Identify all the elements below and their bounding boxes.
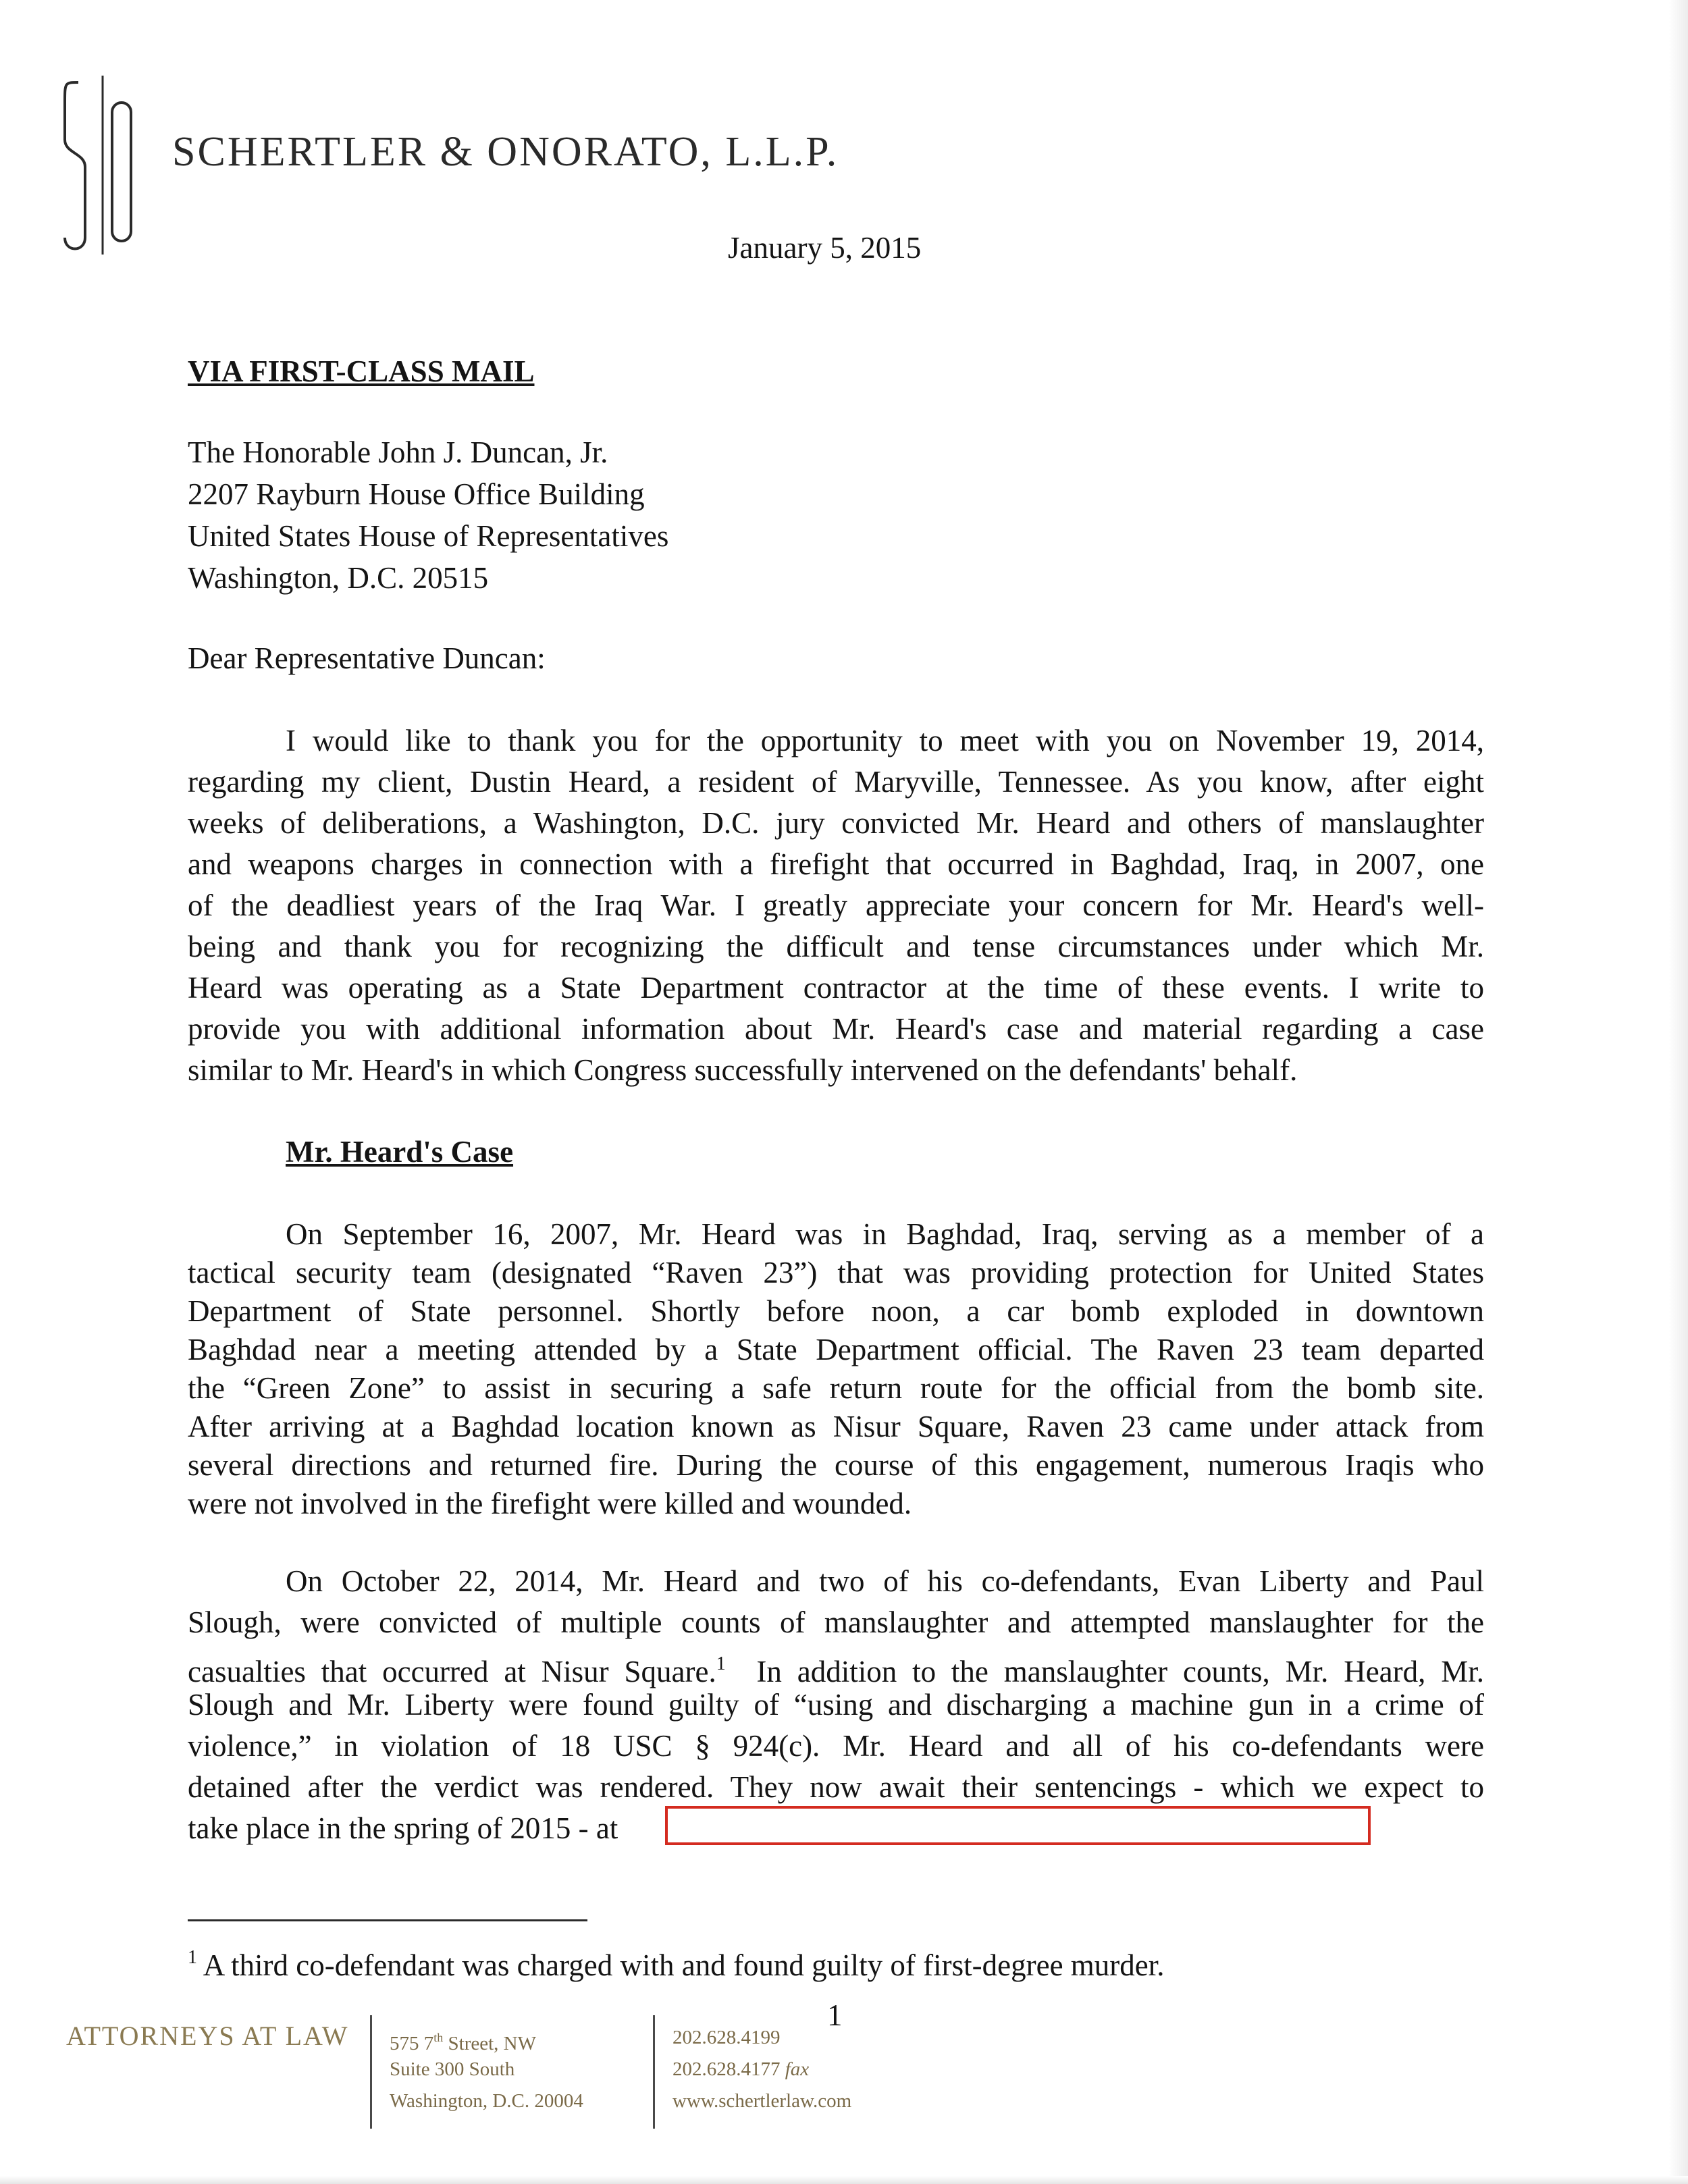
page-number: 1 [827, 1998, 843, 2032]
footer-suite: Suite 300 South [390, 2058, 515, 2080]
salutation: Dear Representative Duncan: [188, 641, 546, 675]
street-name: Street, NW [443, 2033, 536, 2054]
paragraph-line: weeks of deliberations, a Washington, D.C. jury convicted Mr. Heard and others of manslaughter [188, 806, 1484, 840]
paragraph-line: regarding my client, Dustin Heard, a resident of Maryville, Tennessee. As you know, after eight [188, 765, 1484, 799]
street-suffix: th [433, 2031, 444, 2044]
paragraph-line: On September 16, 2007, Mr. Heard was in Baghdad, Iraq, serving as a member of a [286, 1217, 1484, 1251]
delivery-method: VIA FIRST-CLASS MAIL [188, 354, 535, 388]
paragraph-line: Slough and Mr. Liberty were found guilty of “using and discharging a machine gun in a crime of [188, 1688, 1484, 1722]
paragraph-line: of the deadliest years of the Iraq War. I greatly appreciate your concern for Mr. Heard's well- [188, 888, 1484, 922]
paragraph-line: violence,” in violation of 18 USC § 924(c). Mr. Heard and all of his co-defendants were [188, 1729, 1484, 1763]
paragraph-line: Heard was operating as a State Department contractor at the time of these events. I write to [188, 971, 1484, 1005]
paragraph-line: Baghdad near a meeting attended by a State Department official. The Raven 23 team departed [188, 1333, 1484, 1366]
recipient-line: 2207 Rayburn House Office Building [188, 477, 645, 511]
line-text: In addition to the manslaughter counts, Mr. Heard, Mr. [725, 1655, 1484, 1688]
paragraph-line: being and thank you for recognizing the difficult and tense circumstances under which Mr. [188, 930, 1484, 963]
scan-bottom-shadow [0, 2176, 1688, 2184]
footer-divider [370, 2015, 372, 2129]
footer-website: www.schertlerlaw.com [672, 2090, 852, 2112]
paragraph-line: tactical security team (designated “Raven 23”) that was providing protection for United States [188, 1256, 1484, 1289]
recipient-line: United States House of Representatives [188, 519, 669, 553]
redaction-box [665, 1806, 1371, 1845]
paragraph-background [188, 1215, 1484, 1523]
footer-contact [672, 2022, 851, 2117]
footnote [188, 1938, 1165, 1986]
line-text: casualties that occurred at Nisur Square. [188, 1655, 716, 1688]
footer-fax [672, 2054, 851, 2085]
footer-phone: 202.628.4199 [672, 2027, 781, 2048]
recipient-line: The Honorable John J. Duncan, Jr. [188, 435, 608, 469]
paragraph-line: the “Green Zone” to assist in securing a safe return route for the official from the bomb site. [188, 1371, 1484, 1405]
section-heading: Mr. Heard's Case [286, 1135, 514, 1169]
street-number: 575 7 [390, 2033, 434, 2054]
paragraph-line: detained after the verdict was rendered. They now await their sentencings - which we expect to [188, 1770, 1484, 1804]
footnote-marker: 1 [188, 1947, 197, 1968]
scan-edge-shadow [1669, 0, 1688, 2184]
footer-tagline: ATTORNEYS AT LAW [66, 2021, 349, 2051]
footer-street [390, 2022, 583, 2054]
paragraph-intro [188, 720, 1484, 1091]
paragraph-line: Department of State personnel. Shortly before noon, a car bomb exploded in downtown [188, 1294, 1484, 1328]
recipient-address [188, 432, 668, 600]
paragraph-line: On October 22, 2014, Mr. Heard and two of his co-defendants, Evan Liberty and Paul [286, 1564, 1484, 1598]
firm-name: SCHERTLER & ONORATO, L.L.P. [172, 129, 839, 175]
footnote-divider [188, 1919, 587, 1921]
paragraph-line: I would like to thank you for the opportunity to meet with you on November 19, 2014, [286, 724, 1484, 757]
paragraph-line: were not involved in the firefight were killed and wounded. [188, 1487, 912, 1520]
footer-city: Washington, D.C. 20004 [390, 2090, 583, 2112]
footnote-text: A third co-defendant was charged with and found guilty of first-degree murder. [197, 1948, 1165, 1982]
paragraph-line: and weapons charges in connection with a firefight that occurred in Baghdad, Iraq, in 2007, one [188, 847, 1484, 881]
paragraph-line [188, 1643, 1484, 1688]
paragraph-line: several directions and returned fire. During the course of this engagement, numerous Iraqis who [188, 1448, 1484, 1482]
paragraph-line: provide you with additional information about Mr. Heard's case and material regarding a case [188, 1012, 1484, 1046]
footnote-reference: 1 [716, 1653, 726, 1674]
paragraph-line: take place in the spring of 2015 - at [188, 1811, 618, 1845]
firm-logo [53, 76, 154, 258]
footer-address [390, 2022, 583, 2117]
paragraph-line: After arriving at a Baghdad location known as Nisur Square, Raven 23 came under attack from [188, 1410, 1484, 1443]
paragraph-line: similar to Mr. Heard's in which Congress successfully intervened on the defendants' behalf. [188, 1053, 1298, 1087]
footer-divider [653, 2015, 655, 2129]
fax-number: 202.628.4177 [672, 2058, 785, 2080]
fax-label: fax [785, 2058, 810, 2080]
recipient-line: Washington, D.C. 20515 [188, 561, 489, 595]
paragraph-line: Slough, were convicted of multiple counts of manslaughter and attempted manslaughter for the [188, 1605, 1484, 1639]
letter-date: January 5, 2015 [728, 231, 922, 265]
